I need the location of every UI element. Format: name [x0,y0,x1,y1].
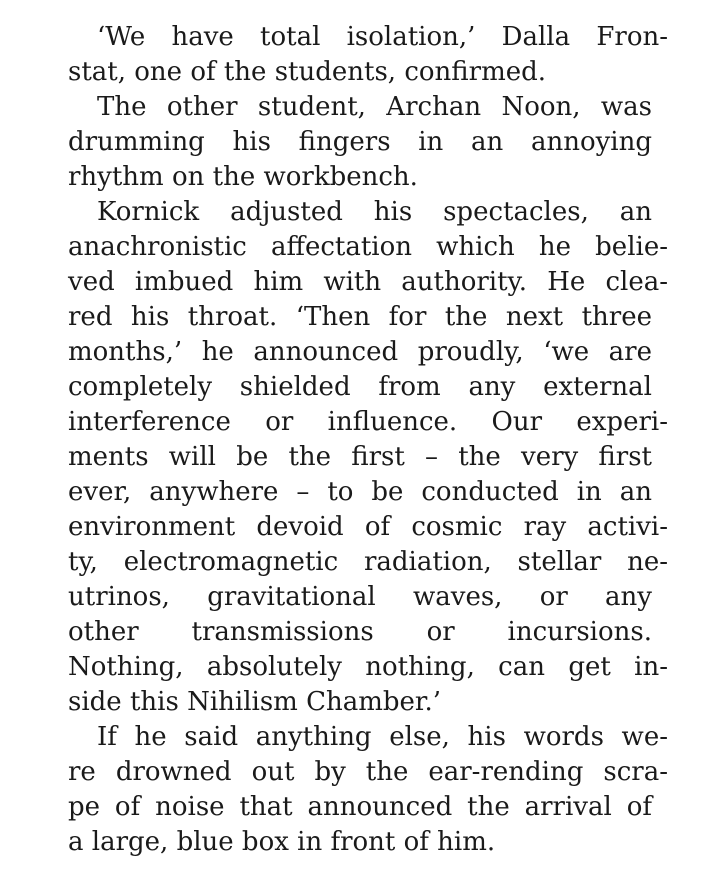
text-line: If he said anything else, his words we- [97,722,668,752]
text-line: re drowned out by the ear-rending scra- [68,757,668,787]
text-line: red his throat. ‘Then for the next three [68,302,652,332]
text-line: drumming his fingers in an annoying [68,127,652,157]
text-line: Nothing, absolutely nothing, can get in- [68,652,668,682]
text-line: ever, anywhere – to be conducted in an [68,477,652,507]
text-line: utrinos, gravitational waves, or any [68,582,652,612]
text-line: a large, blue box in front of him. [68,827,496,857]
text-line: side this Nihilism Chamber.’ [68,687,442,717]
text-line: anachronistic affectation which he belie- [68,232,668,262]
text-line: stat, one of the students, confirmed. [68,57,547,87]
text-line: The other student, Archan Noon, was [97,92,652,122]
text-line: Kornick adjusted his spectacles, an [97,197,652,227]
text-line: months,’ he announced proudly, ‘we are [68,337,652,367]
text-line: interference or influence. Our experi- [68,407,668,437]
text-line: ‘We have total isolation,’ Dalla Fron- [97,22,668,52]
text-line: ments will be the first – the very first [68,442,652,472]
text-line: ved imbued him with authority. He clea- [68,267,668,297]
text-line: other transmissions or incursions. [68,617,652,647]
text-line: ty, electromagnetic radiation, stellar ne- [68,547,668,577]
text-line: environment devoid of cosmic ray activi- [68,512,668,542]
text-line: completely shielded from any external [68,372,652,402]
text-line: pe of noise that announced the arrival of [68,792,652,822]
text-line: rhythm on the workbench. [68,162,418,192]
